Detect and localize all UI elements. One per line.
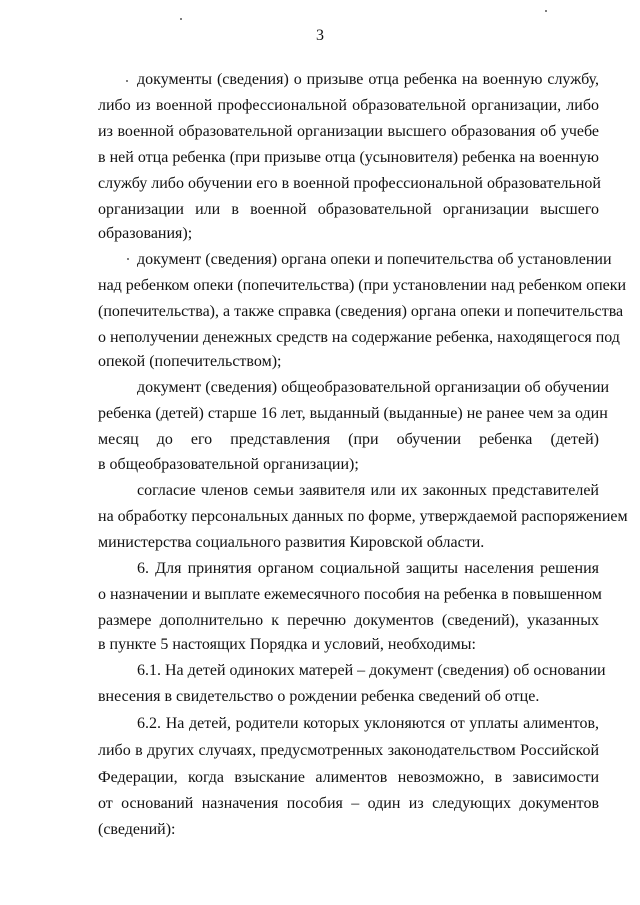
text-line: 6. Для принятия органом социальной защиты населения решения [137, 560, 599, 577]
scan-speck [126, 80, 128, 82]
text-line: либо в других случаях, предусмотренных законодательством Российской [98, 742, 599, 759]
scan-speck [180, 18, 182, 20]
text-line: о назначении и выплате ежемесячного пособия на ребенка в повышенном [98, 586, 602, 603]
text-line: над ребенком опеки (попечительства) (при установлении над ребенком опеки [98, 277, 627, 294]
text-line: в общеобразовательной организации); [98, 456, 359, 473]
scan-speck [127, 258, 129, 260]
page-number: 3 [316, 27, 324, 44]
text-line: от оснований назначения пособия – один из следующих документов [98, 795, 599, 812]
text-line: организации или в военной образовательной организации высшего [98, 201, 599, 218]
text-line: опекой (попечительством); [98, 353, 282, 370]
text-line: 6.1. На детей одиноких матерей – документ (сведения) об основании [137, 662, 606, 679]
text-line: в ней отца ребенка (при призыве отца (усыновителя) ребенка на военную [98, 149, 599, 166]
text-line: месяц до его представления (при обучении ребенка (детей) [98, 431, 599, 448]
text-line: документ (сведения) общеобразовательной организации об обучении [137, 379, 610, 396]
text-line: (попечительства), а также справка (сведения) органа опеки и попечительства [98, 303, 624, 320]
text-line: образования); [98, 225, 193, 242]
text-line: о неполучении денежных средств на содержание ребенка, находящегося под [98, 329, 620, 346]
text-line: министерства социального развития Кировской области. [98, 534, 485, 551]
text-line: документы (сведения) о призыве отца ребенка на военную службу, [137, 71, 599, 88]
text-line: либо из военной профессиональной образовательной организации, либо [98, 97, 599, 114]
text-line: (сведений): [98, 821, 176, 838]
text-line: 6.2. На детей, родители которых уклоняются от уплаты алиментов, [137, 715, 599, 732]
text-line: на обработку персональных данных по форме, утверждаемой распоряжением [98, 508, 628, 525]
text-line: службу либо обучении его в военной профессиональной образовательной [98, 175, 601, 192]
text-line: из военной образовательной организации высшего образования об учебе [98, 123, 599, 140]
scan-speck [545, 10, 547, 12]
text-line: в пункте 5 настоящих Порядка и условий, необходимы: [98, 636, 476, 653]
text-line: размере дополнительно к перечню документов (сведений), указанных [98, 612, 599, 629]
text-line: Федерации, когда взыскание алиментов невозможно, в зависимости [98, 769, 599, 786]
text-line: документ (сведения) органа опеки и попечительства об установлении [137, 251, 612, 268]
text-line: согласие членов семьи заявителя или их законных представителей [137, 482, 599, 499]
text-line: внесения в свидетельство о рождении ребенка сведений об отце. [98, 688, 540, 705]
text-line: ребенка (детей) старше 16 лет, выданный (выданные) не ранее чем за один [98, 405, 608, 422]
